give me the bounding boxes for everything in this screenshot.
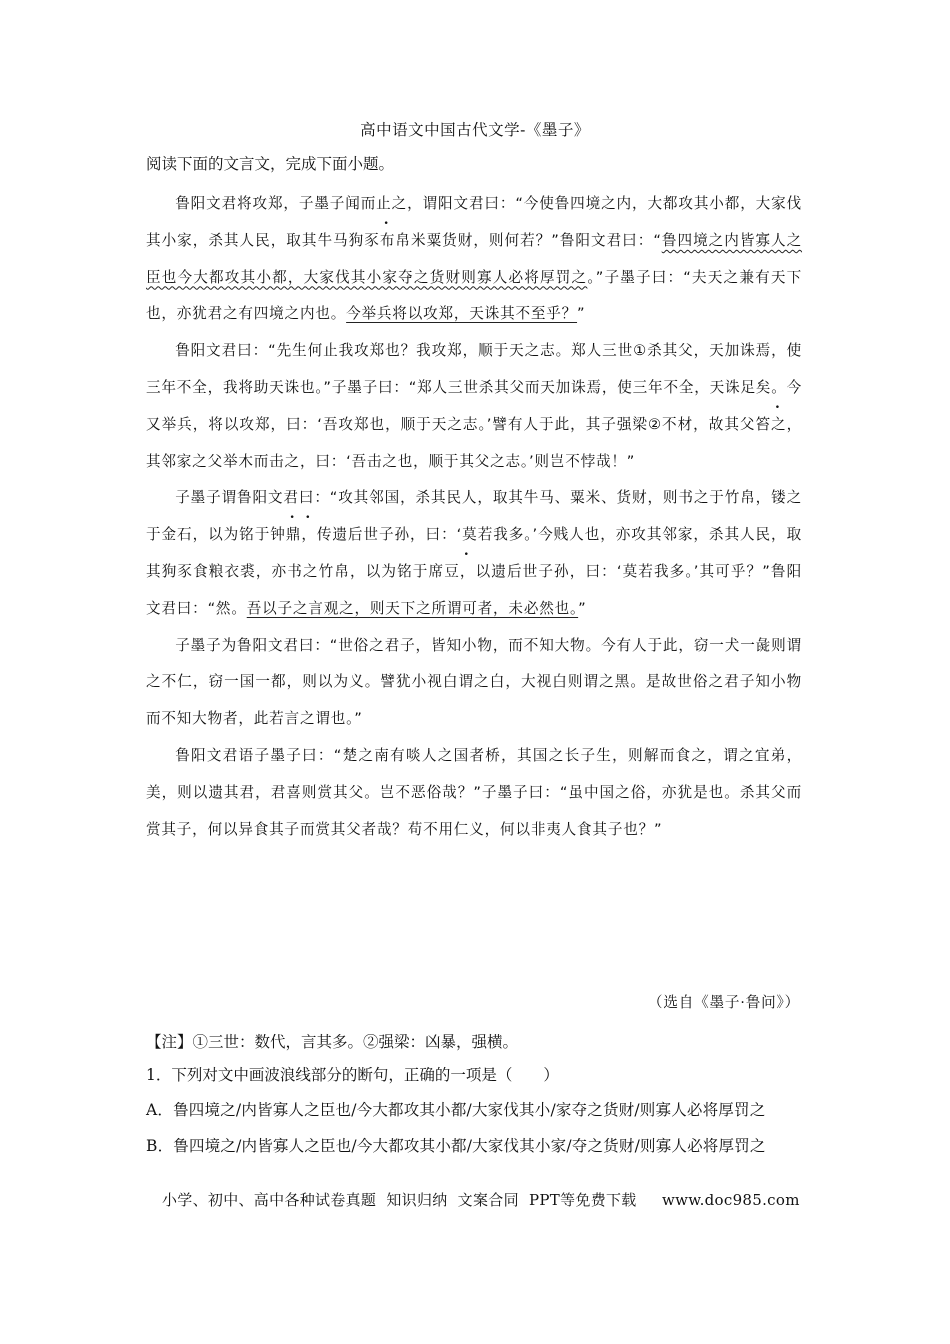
paragraph-2 [146,333,802,480]
p3-text-c: ，以遗后世子孙，曰：‘莫若我多。’其可乎？”鲁阳文君曰：“然。 [146,562,802,617]
option-b: B．鲁四境之/内皆寡人之臣也/今大都攻其小都/大家伐其小家/夺之货财/则寡人必将厚罚之 [146,1137,766,1155]
option-a: A．鲁四境之/内皆寡人之臣也/今大都攻其小都/大家伐其小/家夺之货财/则寡人必将厚罚之 [146,1101,766,1119]
dotted-char: 笞 [755,415,772,433]
paragraph-5: 鲁阳文君语子墨子曰：“楚之南有啖人之国者桥，其国之长子生，则解而食之，谓之宜弟，美，则以遗其君，君喜则赏其父。岂不恶俗哉？”子墨子曰：“虽中国之俗，亦犹是也。杀其父而赏其子，何以异食其子而赏其父者哉？苟不用仁义，何以非夷人食其子也？” [146,746,802,838]
dotted-char: 豕 [364,231,380,249]
source-citation: （选自《墨子·鲁问》） [647,994,800,1011]
footer-banner: 小学、初中、高中各种试卷真题 知识归纳 文案合同 PPT等免费下载 www.doc985.com [162,1191,800,1209]
paragraph-3 [146,480,802,627]
p2-text-b: 之，其邻家之父举木而击之，曰：‘吾击之也，顺于其父之志。’则岂不悖哉！” [146,415,802,470]
dotted-char: 钟 [270,526,286,544]
reading-instruction: 阅读下面的文言文，完成下面小题。 [146,155,395,173]
paragraph-1 [146,186,802,333]
p1-text-c: 。”子墨子曰：“夫天之兼有天下也，亦犹君之有四境之内也。 [146,268,802,323]
p1-text-d: ” [577,305,586,323]
p2-text-a: 鲁阳文君曰：“先生何止我攻郑也？我攻郑，顺于天之志。郑人三世①杀其父，天加诛焉，使三年不全，我将助天诛也。”子墨子曰：“郑人三世杀其父而天加诛焉，使三年不全，天诛足矣。今又举兵，将以攻郑，曰：‘吾攻郑也，顺于天之志。’譬有人于此，其子强梁②不材，故其父 [146,342,802,433]
classical-passage [146,186,802,848]
p1-text-a: 鲁阳文君将攻郑，子墨子闻而止之，谓阳文君曰：“今使鲁四境之内，大都攻其小都，大家伐其小家，杀其人民，取其牛马狗 [146,195,802,249]
p3-text-a: 子墨子谓鲁阳文君曰：“攻其邻国，杀其民人，取其牛马、粟米、货财，则书之于竹帛，镂之于金石，以为铭于 [146,489,802,544]
question-1: 1．下列对文中画波浪线部分的断句，正确的一项是（ ） [146,1066,559,1084]
dotted-char: 鼎 [285,526,302,544]
wavy-underlined-sentence: 鲁四境之内皆寡人之臣也今大都攻其小都，大家伐其小家夺之货财则寡人必将厚罚之 [146,231,803,286]
annotation-note: 【注】①三世：数代，言其多。②强梁：凶暴，强横。 [146,1033,519,1051]
p3-text-b: ，传遗后世子孙，曰：‘莫若我多。’今贱人也，亦攻其邻家，杀其人民，取其狗豕食粮衣裘，亦书之竹帛，以为铭于席 [146,526,802,580]
paragraph-4: 子墨子为鲁阳文君曰：“世俗之君子，皆知小物，而不知大物。今有人于此，窃一犬一彘则谓之不仁，窃一国一都，则以为义。譬犹小视白谓之白，大视白则谓之黑。是故世俗之君子知小物而不知大物者，此若言之谓也。” [146,636,802,728]
p3-text-d: ” [578,599,587,617]
dotted-char: 豆 [444,562,460,580]
underlined-sentence-2: 吾以子之言观之，则天下之所谓可者，未必然也。 [246,599,579,617]
p1-text-b: 布帛米粟货财，则何若？”鲁阳文君曰：“ [379,231,662,249]
underlined-sentence-1: 今举兵将以攻郑，天诛其不至乎？ [346,305,578,323]
page-title: 高中语文中国古代文学-《墨子》 [360,121,590,139]
